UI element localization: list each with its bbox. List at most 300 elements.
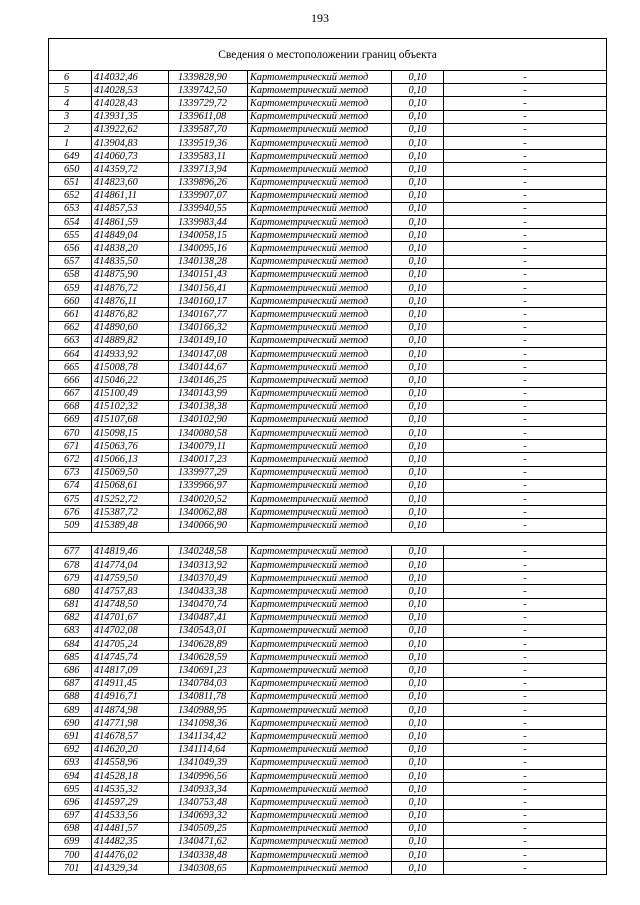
point-number-cell: 6: [49, 71, 92, 84]
table-row: [49, 756, 607, 769]
accuracy-cell: 0,10: [392, 638, 444, 651]
point-number-cell: 696: [49, 796, 92, 809]
x-coordinate-cell: 415066,13: [92, 453, 169, 466]
point-number-cell: 688: [49, 690, 92, 703]
x-coordinate-cell: 414849,04: [92, 229, 169, 242]
method-cell: Картометрический метод: [248, 638, 392, 651]
description-cell: -: [444, 769, 607, 782]
table-row: [49, 849, 607, 862]
x-coordinate-cell: 414533,56: [92, 809, 169, 822]
point-number-cell: 662: [49, 321, 92, 334]
accuracy-cell: 0,10: [392, 664, 444, 677]
method-cell: Картометрический метод: [248, 136, 392, 149]
y-coordinate-cell: 1340144,67: [169, 361, 248, 374]
x-coordinate-cell: 414933,92: [92, 347, 169, 360]
y-coordinate-cell: 1340167,77: [169, 308, 248, 321]
y-coordinate-cell: 1340138,28: [169, 255, 248, 268]
method-cell: Картометрический метод: [248, 334, 392, 347]
table-row: [49, 493, 607, 506]
accuracy-cell: 0,10: [392, 321, 444, 334]
description-cell: -: [444, 374, 607, 387]
table-row: [49, 255, 607, 268]
accuracy-cell: 0,10: [392, 835, 444, 848]
y-coordinate-cell: 1340308,65: [169, 862, 248, 875]
method-cell: Картометрический метод: [248, 440, 392, 453]
accuracy-cell: 0,10: [392, 624, 444, 637]
point-number-cell: 672: [49, 453, 92, 466]
description-cell: -: [444, 282, 607, 295]
accuracy-cell: 0,10: [392, 572, 444, 585]
method-cell: Картометрический метод: [248, 598, 392, 611]
method-cell: Картометрический метод: [248, 558, 392, 571]
description-cell: -: [444, 611, 607, 624]
x-coordinate-cell: 414535,32: [92, 783, 169, 796]
point-number-cell: 665: [49, 361, 92, 374]
y-coordinate-cell: 1340147,08: [169, 347, 248, 360]
point-number-cell: 695: [49, 783, 92, 796]
description-cell: -: [444, 295, 607, 308]
accuracy-cell: 0,10: [392, 176, 444, 189]
table-row: [49, 598, 607, 611]
x-coordinate-cell: 415069,50: [92, 466, 169, 479]
y-coordinate-cell: 1339896,26: [169, 176, 248, 189]
table-row: [49, 427, 607, 440]
description-cell: -: [444, 730, 607, 743]
method-cell: Картометрический метод: [248, 611, 392, 624]
table-row: [49, 123, 607, 136]
y-coordinate-cell: 1340058,15: [169, 229, 248, 242]
accuracy-cell: 0,10: [392, 493, 444, 506]
description-cell: -: [444, 690, 607, 703]
table-row: [49, 84, 607, 97]
description-cell: -: [444, 519, 607, 532]
accuracy-cell: 0,10: [392, 730, 444, 743]
point-number-cell: 656: [49, 242, 92, 255]
method-cell: Картометрический метод: [248, 664, 392, 677]
accuracy-cell: 0,10: [392, 849, 444, 862]
y-coordinate-cell: 1340248,58: [169, 545, 248, 558]
description-cell: -: [444, 545, 607, 558]
method-cell: Картометрический метод: [248, 822, 392, 835]
point-number-cell: 670: [49, 427, 92, 440]
description-cell: -: [444, 123, 607, 136]
description-cell: -: [444, 743, 607, 756]
method-cell: Картометрический метод: [248, 730, 392, 743]
x-coordinate-cell: 414620,20: [92, 743, 169, 756]
accuracy-cell: 0,10: [392, 756, 444, 769]
y-coordinate-cell: 1339587,70: [169, 123, 248, 136]
x-coordinate-cell: 415387,72: [92, 506, 169, 519]
description-cell: -: [444, 835, 607, 848]
point-number-cell: 692: [49, 743, 92, 756]
accuracy-cell: 0,10: [392, 189, 444, 202]
method-cell: Картометрический метод: [248, 545, 392, 558]
x-coordinate-cell: 414748,50: [92, 598, 169, 611]
point-number-cell: 685: [49, 651, 92, 664]
y-coordinate-cell: 1340509,25: [169, 822, 248, 835]
accuracy-cell: 0,10: [392, 519, 444, 532]
accuracy-cell: 0,10: [392, 282, 444, 295]
method-cell: Картометрический метод: [248, 849, 392, 862]
y-coordinate-cell: 1340693,32: [169, 809, 248, 822]
x-coordinate-cell: 415098,15: [92, 427, 169, 440]
accuracy-cell: 0,10: [392, 466, 444, 479]
point-number-cell: 673: [49, 466, 92, 479]
method-cell: Картометрический метод: [248, 704, 392, 717]
method-cell: Картометрический метод: [248, 71, 392, 84]
method-cell: Картометрический метод: [248, 321, 392, 334]
method-cell: Картометрический метод: [248, 242, 392, 255]
accuracy-cell: 0,10: [392, 334, 444, 347]
y-coordinate-cell: 1340080,58: [169, 427, 248, 440]
description-cell: -: [444, 176, 607, 189]
description-cell: -: [444, 163, 607, 176]
x-coordinate-cell: 414875,90: [92, 268, 169, 281]
table-row: [49, 809, 607, 822]
y-coordinate-cell: 1339713,94: [169, 163, 248, 176]
point-number-cell: 3: [49, 110, 92, 123]
table-row: [49, 730, 607, 743]
table-row: [49, 796, 607, 809]
x-coordinate-cell: 414060,73: [92, 150, 169, 163]
method-cell: Картометрический метод: [248, 202, 392, 215]
method-cell: Картометрический метод: [248, 268, 392, 281]
accuracy-cell: 0,10: [392, 229, 444, 242]
table-row: [49, 479, 607, 492]
point-number-cell: 658: [49, 268, 92, 281]
accuracy-cell: 0,10: [392, 796, 444, 809]
table-row: [49, 624, 607, 637]
accuracy-cell: 0,10: [392, 413, 444, 426]
accuracy-cell: 0,10: [392, 347, 444, 360]
description-cell: -: [444, 717, 607, 730]
table-title: Сведения о местоположении границ объекта: [49, 39, 607, 71]
table-row: [49, 268, 607, 281]
x-coordinate-cell: 414889,82: [92, 334, 169, 347]
y-coordinate-cell: 1340628,89: [169, 638, 248, 651]
accuracy-cell: 0,10: [392, 783, 444, 796]
y-coordinate-cell: 1340996,56: [169, 769, 248, 782]
y-coordinate-cell: 1340338,48: [169, 849, 248, 862]
table-row: [49, 413, 607, 426]
accuracy-cell: 0,10: [392, 862, 444, 875]
block-separator-row: [49, 532, 607, 545]
y-coordinate-cell: 1340471,62: [169, 835, 248, 848]
point-number-cell: 678: [49, 558, 92, 571]
description-cell: -: [444, 585, 607, 598]
y-coordinate-cell: 1340543,01: [169, 624, 248, 637]
method-cell: Картометрический метод: [248, 493, 392, 506]
y-coordinate-cell: 1340146,25: [169, 374, 248, 387]
point-number-cell: 683: [49, 624, 92, 637]
point-number-cell: 654: [49, 216, 92, 229]
method-cell: Картометрический метод: [248, 466, 392, 479]
description-cell: -: [444, 347, 607, 360]
x-coordinate-cell: 415107,68: [92, 413, 169, 426]
accuracy-cell: 0,10: [392, 71, 444, 84]
description-cell: -: [444, 440, 607, 453]
point-number-cell: 669: [49, 413, 92, 426]
x-coordinate-cell: 414817,09: [92, 664, 169, 677]
description-cell: -: [444, 783, 607, 796]
table-row: [49, 769, 607, 782]
point-number-cell: 698: [49, 822, 92, 835]
method-cell: Картометрический метод: [248, 506, 392, 519]
y-coordinate-cell: 1340433,38: [169, 585, 248, 598]
y-coordinate-cell: 1339611,08: [169, 110, 248, 123]
accuracy-cell: 0,10: [392, 255, 444, 268]
description-cell: -: [444, 242, 607, 255]
table-row: [49, 651, 607, 664]
method-cell: Картометрический метод: [248, 229, 392, 242]
y-coordinate-cell: 1341049,39: [169, 756, 248, 769]
table-row: [49, 545, 607, 558]
method-cell: Картометрический метод: [248, 809, 392, 822]
x-coordinate-cell: 413931,35: [92, 110, 169, 123]
y-coordinate-cell: 1340156,41: [169, 282, 248, 295]
point-number-cell: 653: [49, 202, 92, 215]
x-coordinate-cell: 414774,04: [92, 558, 169, 571]
x-coordinate-cell: 414759,50: [92, 572, 169, 585]
description-cell: -: [444, 493, 607, 506]
accuracy-cell: 0,10: [392, 216, 444, 229]
point-number-cell: 686: [49, 664, 92, 677]
method-cell: Картометрический метод: [248, 756, 392, 769]
point-number-cell: 655: [49, 229, 92, 242]
x-coordinate-cell: 414890,60: [92, 321, 169, 334]
accuracy-cell: 0,10: [392, 427, 444, 440]
table-row: [49, 282, 607, 295]
x-coordinate-cell: 414819,46: [92, 545, 169, 558]
x-coordinate-cell: 414757,83: [92, 585, 169, 598]
point-number-cell: 671: [49, 440, 92, 453]
description-cell: -: [444, 84, 607, 97]
point-number-cell: 666: [49, 374, 92, 387]
y-coordinate-cell: 1340160,17: [169, 295, 248, 308]
description-cell: -: [444, 466, 607, 479]
x-coordinate-cell: 414702,08: [92, 624, 169, 637]
y-coordinate-cell: 1340470,74: [169, 598, 248, 611]
accuracy-cell: 0,10: [392, 242, 444, 255]
description-cell: -: [444, 558, 607, 571]
table-title-row: [49, 39, 607, 71]
description-cell: -: [444, 216, 607, 229]
description-cell: -: [444, 796, 607, 809]
x-coordinate-cell: 414771,98: [92, 717, 169, 730]
description-cell: -: [444, 110, 607, 123]
x-coordinate-cell: 414745,74: [92, 651, 169, 664]
point-number-cell: 668: [49, 400, 92, 413]
table-row: [49, 664, 607, 677]
accuracy-cell: 0,10: [392, 677, 444, 690]
y-coordinate-cell: 1340691,23: [169, 664, 248, 677]
description-cell: -: [444, 189, 607, 202]
x-coordinate-cell: 414874,98: [92, 704, 169, 717]
y-coordinate-cell: 1339519,36: [169, 136, 248, 149]
point-number-cell: 691: [49, 730, 92, 743]
point-number-cell: 684: [49, 638, 92, 651]
description-cell: -: [444, 849, 607, 862]
accuracy-cell: 0,10: [392, 453, 444, 466]
x-coordinate-cell: 414911,45: [92, 677, 169, 690]
method-cell: Картометрический метод: [248, 308, 392, 321]
method-cell: Картометрический метод: [248, 796, 392, 809]
method-cell: Картометрический метод: [248, 374, 392, 387]
table-row: [49, 638, 607, 651]
accuracy-cell: 0,10: [392, 136, 444, 149]
y-coordinate-cell: 1340753,48: [169, 796, 248, 809]
x-coordinate-cell: 415389,48: [92, 519, 169, 532]
x-coordinate-cell: 414701,67: [92, 611, 169, 624]
table-row: [49, 334, 607, 347]
y-coordinate-cell: 1340062,88: [169, 506, 248, 519]
x-coordinate-cell: 414876,82: [92, 308, 169, 321]
x-coordinate-cell: 415252,72: [92, 493, 169, 506]
point-number-cell: 667: [49, 387, 92, 400]
table-row: [49, 690, 607, 703]
accuracy-cell: 0,10: [392, 374, 444, 387]
table-row: [49, 677, 607, 690]
description-cell: -: [444, 756, 607, 769]
description-cell: -: [444, 822, 607, 835]
table-row: [49, 242, 607, 255]
x-coordinate-cell: 415008,78: [92, 361, 169, 374]
table-row: [49, 229, 607, 242]
accuracy-cell: 0,10: [392, 611, 444, 624]
accuracy-cell: 0,10: [392, 704, 444, 717]
x-coordinate-cell: 414705,24: [92, 638, 169, 651]
y-coordinate-cell: 1340784,03: [169, 677, 248, 690]
point-number-cell: 650: [49, 163, 92, 176]
table-row: [49, 519, 607, 532]
table-row: [49, 704, 607, 717]
method-cell: Картометрический метод: [248, 150, 392, 163]
accuracy-cell: 0,10: [392, 743, 444, 756]
y-coordinate-cell: 1340066,90: [169, 519, 248, 532]
accuracy-cell: 0,10: [392, 361, 444, 374]
table-row: [49, 308, 607, 321]
point-number-cell: 689: [49, 704, 92, 717]
table-row: [49, 440, 607, 453]
x-coordinate-cell: 415102,32: [92, 400, 169, 413]
table-row: [49, 71, 607, 84]
point-number-cell: 649: [49, 150, 92, 163]
accuracy-cell: 0,10: [392, 150, 444, 163]
accuracy-cell: 0,10: [392, 295, 444, 308]
y-coordinate-cell: 1340313,92: [169, 558, 248, 571]
table-row: [49, 189, 607, 202]
description-cell: -: [444, 862, 607, 875]
description-cell: -: [444, 268, 607, 281]
table-row: [49, 136, 607, 149]
table-row: [49, 150, 607, 163]
method-cell: Картометрический метод: [248, 743, 392, 756]
accuracy-cell: 0,10: [392, 123, 444, 136]
method-cell: Картометрический метод: [248, 519, 392, 532]
x-coordinate-cell: 414032,46: [92, 71, 169, 84]
description-cell: -: [444, 651, 607, 664]
method-cell: Картометрический метод: [248, 97, 392, 110]
x-coordinate-cell: 414028,43: [92, 97, 169, 110]
y-coordinate-cell: 1340095,16: [169, 242, 248, 255]
method-cell: Картометрический метод: [248, 585, 392, 598]
accuracy-cell: 0,10: [392, 545, 444, 558]
y-coordinate-cell: 1340020,52: [169, 493, 248, 506]
x-coordinate-cell: 415063,76: [92, 440, 169, 453]
point-number-cell: 674: [49, 479, 92, 492]
y-coordinate-cell: 1341114,64: [169, 743, 248, 756]
method-cell: Картометрический метод: [248, 189, 392, 202]
y-coordinate-cell: 1340151,43: [169, 268, 248, 281]
point-number-cell: 677: [49, 545, 92, 558]
x-coordinate-cell: 414481,57: [92, 822, 169, 835]
x-coordinate-cell: 414857,53: [92, 202, 169, 215]
method-cell: Картометрический метод: [248, 572, 392, 585]
description-cell: -: [444, 150, 607, 163]
table-row: [49, 387, 607, 400]
description-cell: -: [444, 479, 607, 492]
description-cell: -: [444, 677, 607, 690]
y-coordinate-cell: 1340988,95: [169, 704, 248, 717]
table-row: [49, 176, 607, 189]
table-row: [49, 216, 607, 229]
x-coordinate-cell: 413922,62: [92, 123, 169, 136]
table-row: [49, 585, 607, 598]
x-coordinate-cell: 414482,35: [92, 835, 169, 848]
point-number-cell: 693: [49, 756, 92, 769]
method-cell: Картометрический метод: [248, 413, 392, 426]
method-cell: Картометрический метод: [248, 835, 392, 848]
point-number-cell: 651: [49, 176, 92, 189]
point-number-cell: 660: [49, 295, 92, 308]
table-row: [49, 822, 607, 835]
y-coordinate-cell: 1339907,07: [169, 189, 248, 202]
point-number-cell: 681: [49, 598, 92, 611]
accuracy-cell: 0,10: [392, 809, 444, 822]
y-coordinate-cell: 1341098,36: [169, 717, 248, 730]
x-coordinate-cell: 414876,11: [92, 295, 169, 308]
y-coordinate-cell: 1340079,11: [169, 440, 248, 453]
method-cell: Картометрический метод: [248, 427, 392, 440]
table-row: [49, 321, 607, 334]
x-coordinate-cell: 414861,11: [92, 189, 169, 202]
table-row: [49, 558, 607, 571]
accuracy-cell: 0,10: [392, 598, 444, 611]
x-coordinate-cell: 414528,18: [92, 769, 169, 782]
description-cell: -: [444, 506, 607, 519]
point-number-cell: 690: [49, 717, 92, 730]
method-cell: Картометрический метод: [248, 347, 392, 360]
x-coordinate-cell: 414597,29: [92, 796, 169, 809]
point-number-cell: 687: [49, 677, 92, 690]
y-coordinate-cell: 1340102,90: [169, 413, 248, 426]
y-coordinate-cell: 1340370,49: [169, 572, 248, 585]
accuracy-cell: 0,10: [392, 163, 444, 176]
block-separator-cell: [49, 532, 607, 545]
description-cell: -: [444, 308, 607, 321]
accuracy-cell: 0,10: [392, 479, 444, 492]
description-cell: -: [444, 229, 607, 242]
method-cell: Картометрический метод: [248, 479, 392, 492]
x-coordinate-cell: 414476,02: [92, 849, 169, 862]
method-cell: Картометрический метод: [248, 717, 392, 730]
y-coordinate-cell: 1340138,38: [169, 400, 248, 413]
accuracy-cell: 0,10: [392, 84, 444, 97]
point-number-cell: 675: [49, 493, 92, 506]
accuracy-cell: 0,10: [392, 268, 444, 281]
x-coordinate-cell: 414861,59: [92, 216, 169, 229]
table-row: [49, 347, 607, 360]
